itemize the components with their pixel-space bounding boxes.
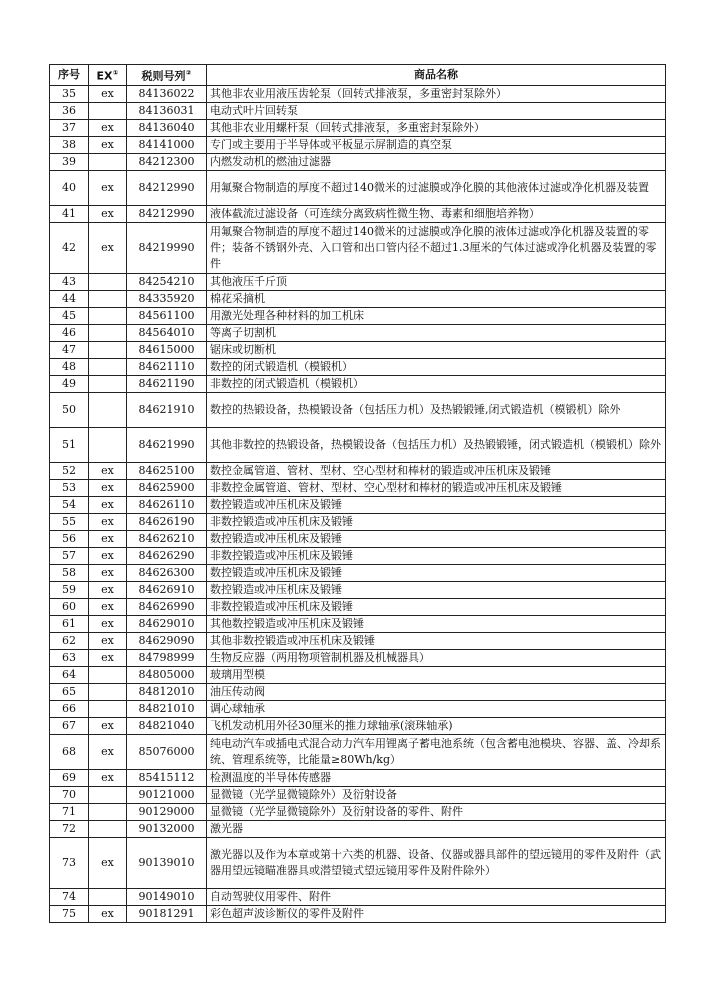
product-name: 纯电动汽车或插电式混合动力汽车用锂离子蓄电池系统（包含蓄电池模块、容器、盖、冷却系统、管理系统等，比能量≥80Wh/kg） <box>207 734 666 769</box>
table-row <box>50 530 666 547</box>
tariff-code: 84798999 <box>127 649 207 666</box>
row-number: 43 <box>50 273 89 290</box>
tariff-code: 84821010 <box>127 700 207 717</box>
ex-flag <box>89 820 127 837</box>
product-name: 内燃发动机的燃油过滤器 <box>207 153 666 170</box>
product-name: 其他数控锻造或冲压机床及锻锤 <box>207 615 666 632</box>
product-name: 激光器 <box>207 820 666 837</box>
ex-flag <box>89 666 127 683</box>
product-name: 油压传动阀 <box>207 683 666 700</box>
ex-flag: ex <box>89 85 127 102</box>
tariff-code: 84212990 <box>127 205 207 222</box>
product-name: 生物反应器（两用物项管制机器及机械器具） <box>207 649 666 666</box>
table-row <box>50 136 666 153</box>
table-row <box>50 547 666 564</box>
table-row <box>50 462 666 479</box>
table-row <box>50 290 666 307</box>
row-number: 47 <box>50 341 89 358</box>
tariff-code: 84626910 <box>127 581 207 598</box>
row-number: 59 <box>50 581 89 598</box>
ex-flag: ex <box>89 462 127 479</box>
row-number: 66 <box>50 700 89 717</box>
ex-flag <box>89 700 127 717</box>
ex-flag: ex <box>89 496 127 513</box>
ex-flag: ex <box>89 837 127 888</box>
product-name: 调心球轴承 <box>207 700 666 717</box>
row-number: 75 <box>50 905 89 922</box>
tariff-code: 84821040 <box>127 717 207 734</box>
table-row <box>50 717 666 734</box>
ex-flag <box>89 290 127 307</box>
row-number: 74 <box>50 888 89 905</box>
row-number: 63 <box>50 649 89 666</box>
row-number: 64 <box>50 666 89 683</box>
tariff-code: 84625100 <box>127 462 207 479</box>
product-name: 用激光处理各种材料的加工机床 <box>207 307 666 324</box>
table-row <box>50 615 666 632</box>
tariff-code: 90132000 <box>127 820 207 837</box>
product-name: 飞机发动机用外径30厘米的推力球轴承(滚珠轴承) <box>207 717 666 734</box>
row-number: 49 <box>50 375 89 392</box>
product-name: 非数控锻造或冲压机床及锻锤 <box>207 598 666 615</box>
tariff-code: 85076000 <box>127 734 207 769</box>
ex-flag: ex <box>89 222 127 273</box>
ex-flag: ex <box>89 170 127 205</box>
product-name: 其他非农业用液压齿轮泵（回转式排液泵，多重密封泵除外） <box>207 85 666 102</box>
row-number: 62 <box>50 632 89 649</box>
row-number: 65 <box>50 683 89 700</box>
row-number: 51 <box>50 427 89 462</box>
tariff-table <box>49 64 666 923</box>
table-row <box>50 564 666 581</box>
tariff-code: 90149010 <box>127 888 207 905</box>
ex-flag <box>89 102 127 119</box>
tariff-code: 84141000 <box>127 136 207 153</box>
table-row <box>50 888 666 905</box>
tariff-code: 84805000 <box>127 666 207 683</box>
table-row <box>50 649 666 666</box>
table-row <box>50 513 666 530</box>
tariff-code: 84626190 <box>127 513 207 530</box>
tariff-code: 90121000 <box>127 786 207 803</box>
ex-flag <box>89 888 127 905</box>
product-name: 数控锻造或冲压机床及锻锤 <box>207 496 666 513</box>
table-body <box>50 85 666 922</box>
ex-flag <box>89 358 127 375</box>
tariff-code: 84335920 <box>127 290 207 307</box>
row-number: 57 <box>50 547 89 564</box>
ex-flag: ex <box>89 615 127 632</box>
ex-flag: ex <box>89 564 127 581</box>
table-row <box>50 666 666 683</box>
product-name: 数控锻造或冲压机床及锻锤 <box>207 530 666 547</box>
table-row <box>50 786 666 803</box>
table-row <box>50 632 666 649</box>
product-name: 激光器以及作为本章或第十六类的机器、设备、仪器或器具部件的望远镜用的零件及附件（武器用望远镜瞄准器具或潜望镜式望远镜用零件及附件除外） <box>207 837 666 888</box>
table-row <box>50 324 666 341</box>
tariff-code: 84564010 <box>127 324 207 341</box>
ex-flag: ex <box>89 734 127 769</box>
header-number: 序号 <box>50 65 89 86</box>
product-name: 电动式叶片回转泵 <box>207 102 666 119</box>
row-number: 37 <box>50 119 89 136</box>
tariff-code: 84621990 <box>127 427 207 462</box>
tariff-code: 85415112 <box>127 769 207 786</box>
ex-flag: ex <box>89 530 127 547</box>
ex-flag: ex <box>89 513 127 530</box>
tariff-code: 84136040 <box>127 119 207 136</box>
tariff-code: 84621910 <box>127 392 207 427</box>
tariff-code: 84626300 <box>127 564 207 581</box>
ex-flag <box>89 324 127 341</box>
ex-flag <box>89 392 127 427</box>
row-number: 53 <box>50 479 89 496</box>
table-row <box>50 700 666 717</box>
row-number: 36 <box>50 102 89 119</box>
tariff-code: 90181291 <box>127 905 207 922</box>
product-name: 数控锻造或冲压机床及锻锤 <box>207 581 666 598</box>
tariff-code: 90129000 <box>127 803 207 820</box>
row-number: 72 <box>50 820 89 837</box>
table-row <box>50 341 666 358</box>
table-row <box>50 820 666 837</box>
row-number: 39 <box>50 153 89 170</box>
product-name: 数控的热锻设备，热模锻设备（包括压力机）及热锻锻锤,闭式锻造机（模锻机）除外 <box>207 392 666 427</box>
table-row <box>50 479 666 496</box>
product-name: 用氟聚合物制造的厚度不超过140微米的过滤膜或净化膜的其他液体过滤或净化机器及装置 <box>207 170 666 205</box>
product-name: 其他非数控的热锻设备，热模锻设备（包括压力机）及热锻锻锤，闭式锻造机（模锻机）除外 <box>207 427 666 462</box>
row-number: 54 <box>50 496 89 513</box>
tariff-code: 84254210 <box>127 273 207 290</box>
row-number: 46 <box>50 324 89 341</box>
product-name: 非数控金属管道、管材、型材、空心型材和棒材的锻造或冲压机床及锻锤 <box>207 479 666 496</box>
table-row <box>50 85 666 102</box>
ex-flag <box>89 786 127 803</box>
row-number: 55 <box>50 513 89 530</box>
ex-flag: ex <box>89 717 127 734</box>
row-number: 40 <box>50 170 89 205</box>
tariff-code: 90139010 <box>127 837 207 888</box>
row-number: 69 <box>50 769 89 786</box>
product-name: 非数控锻造或冲压机床及锻锤 <box>207 547 666 564</box>
tariff-code: 84625900 <box>127 479 207 496</box>
ex-flag: ex <box>89 205 127 222</box>
table-row <box>50 769 666 786</box>
product-name: 玻璃用型模 <box>207 666 666 683</box>
header-tariff-code: 税则号列② <box>127 65 207 86</box>
ex-flag: ex <box>89 598 127 615</box>
product-name: 彩色超声波诊断仪的零件及附件 <box>207 905 666 922</box>
row-number: 52 <box>50 462 89 479</box>
table-row <box>50 427 666 462</box>
ex-flag <box>89 153 127 170</box>
table-row <box>50 307 666 324</box>
ex-flag <box>89 375 127 392</box>
row-number: 61 <box>50 615 89 632</box>
row-number: 48 <box>50 358 89 375</box>
tariff-code: 84629010 <box>127 615 207 632</box>
ex-flag <box>89 273 127 290</box>
ex-flag <box>89 307 127 324</box>
row-number: 44 <box>50 290 89 307</box>
product-name: 数控的闭式锻造机（模锻机） <box>207 358 666 375</box>
table-row <box>50 170 666 205</box>
product-name: 其他非数控锻造或冲压机床及锻锤 <box>207 632 666 649</box>
row-number: 41 <box>50 205 89 222</box>
row-number: 73 <box>50 837 89 888</box>
product-name: 显微镜（光学显微镜除外）及衍射设备的零件、附件 <box>207 803 666 820</box>
tariff-code: 84812010 <box>127 683 207 700</box>
row-number: 60 <box>50 598 89 615</box>
table-row <box>50 205 666 222</box>
tariff-code: 84626110 <box>127 496 207 513</box>
header-ex: EX① <box>89 65 127 86</box>
tariff-code: 84629090 <box>127 632 207 649</box>
footnote-marker-2: ② <box>185 69 192 77</box>
ex-flag: ex <box>89 547 127 564</box>
ex-flag: ex <box>89 649 127 666</box>
product-name: 非数控锻造或冲压机床及锻锤 <box>207 513 666 530</box>
table-row <box>50 375 666 392</box>
table-row <box>50 803 666 820</box>
ex-flag: ex <box>89 632 127 649</box>
product-name: 数控锻造或冲压机床及锻锤 <box>207 564 666 581</box>
table-row <box>50 119 666 136</box>
ex-flag: ex <box>89 769 127 786</box>
table-row <box>50 273 666 290</box>
tariff-code: 84136031 <box>127 102 207 119</box>
tariff-code: 84212300 <box>127 153 207 170</box>
row-number: 58 <box>50 564 89 581</box>
table-header-row <box>50 65 666 86</box>
table-row <box>50 496 666 513</box>
tariff-code: 84621190 <box>127 375 207 392</box>
table-row <box>50 598 666 615</box>
table-row <box>50 734 666 769</box>
tariff-code: 84219990 <box>127 222 207 273</box>
product-name: 锯床或切断机 <box>207 341 666 358</box>
product-name: 自动驾驶仪用零件、附件 <box>207 888 666 905</box>
product-name: 检测温度的半导体传感器 <box>207 769 666 786</box>
ex-flag: ex <box>89 479 127 496</box>
header-product-name: 商品名称 <box>207 65 666 86</box>
tariff-code: 84615000 <box>127 341 207 358</box>
row-number: 68 <box>50 734 89 769</box>
tariff-code: 84626210 <box>127 530 207 547</box>
table-row <box>50 392 666 427</box>
product-name: 其他液压千斤顶 <box>207 273 666 290</box>
product-name: 用氟聚合物制造的厚度不超过140微米的过滤膜或净化膜的液体过滤或净化机器及装置的零件；装备不锈钢外壳、入口管和出口管内径不超过1.3厘米的气体过滤或净化机器及装置的零件 <box>207 222 666 273</box>
product-name: 非数控的闭式锻造机（模锻机） <box>207 375 666 392</box>
row-number: 71 <box>50 803 89 820</box>
product-name: 其他非农业用螺杆泵（回转式排液泵，多重密封泵除外） <box>207 119 666 136</box>
product-name: 专门或主要用于半导体或平板显示屏制造的真空泵 <box>207 136 666 153</box>
product-name: 棉花采摘机 <box>207 290 666 307</box>
table-row <box>50 837 666 888</box>
row-number: 38 <box>50 136 89 153</box>
row-number: 35 <box>50 85 89 102</box>
tariff-code: 84136022 <box>127 85 207 102</box>
row-number: 50 <box>50 392 89 427</box>
tariff-code: 84212990 <box>127 170 207 205</box>
product-name: 数控金属管道、管材、型材、空心型材和棒材的锻造或冲压机床及锻锤 <box>207 462 666 479</box>
ex-flag <box>89 427 127 462</box>
footnote-marker-1: ① <box>112 69 119 77</box>
ex-flag <box>89 803 127 820</box>
row-number: 70 <box>50 786 89 803</box>
tariff-code: 84561100 <box>127 307 207 324</box>
ex-flag <box>89 341 127 358</box>
ex-flag: ex <box>89 119 127 136</box>
ex-flag: ex <box>89 581 127 598</box>
row-number: 45 <box>50 307 89 324</box>
table-row <box>50 581 666 598</box>
row-number: 42 <box>50 222 89 273</box>
row-number: 56 <box>50 530 89 547</box>
ex-flag: ex <box>89 905 127 922</box>
table-row <box>50 222 666 273</box>
product-name: 液体截流过滤设备（可连续分离致病性微生物、毒素和细胞培养物） <box>207 205 666 222</box>
table-row <box>50 905 666 922</box>
table-row <box>50 358 666 375</box>
product-name: 等离子切割机 <box>207 324 666 341</box>
table-row <box>50 102 666 119</box>
table-row <box>50 153 666 170</box>
product-name: 显微镜（光学显微镜除外）及衍射设备 <box>207 786 666 803</box>
tariff-code: 84626990 <box>127 598 207 615</box>
table-row <box>50 683 666 700</box>
ex-flag <box>89 683 127 700</box>
tariff-code: 84626290 <box>127 547 207 564</box>
row-number: 67 <box>50 717 89 734</box>
ex-flag: ex <box>89 136 127 153</box>
tariff-code: 84621110 <box>127 358 207 375</box>
